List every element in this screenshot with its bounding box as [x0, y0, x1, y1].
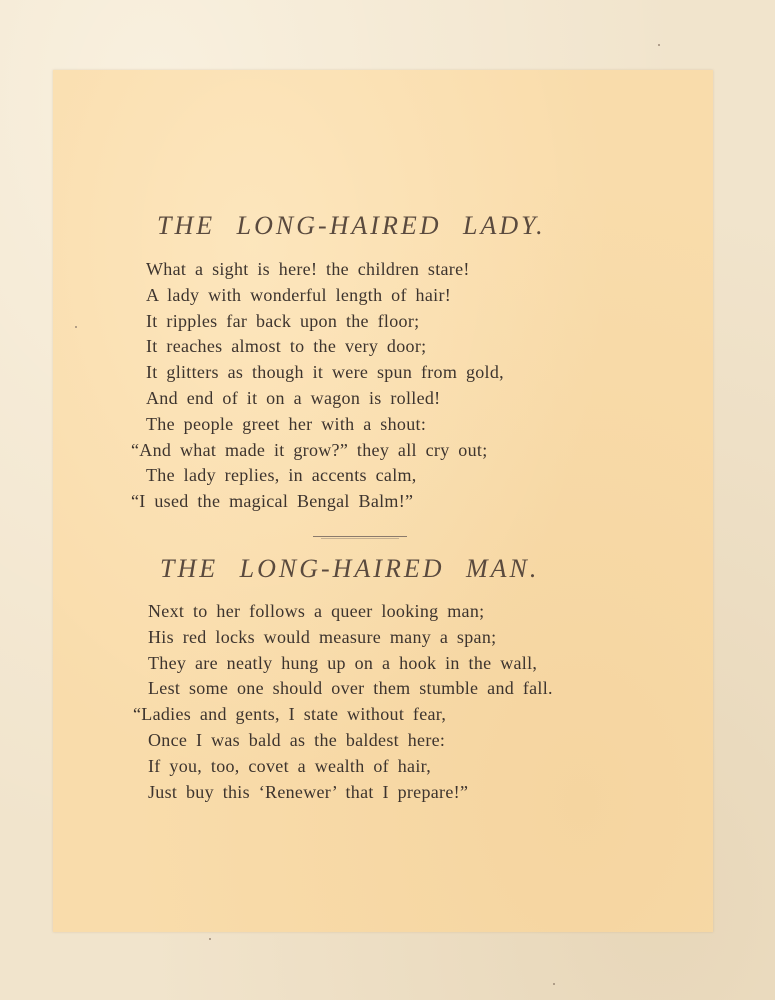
poem-title-long-haired-man: THE LONG-HAIRED MAN.	[160, 554, 540, 583]
poem-body-long-haired-man	[133, 599, 553, 805]
verse-line: They are neatly hung up on a hook in the wall,	[148, 652, 538, 673]
verse-line: “Ladies and gents, I state without fear,	[133, 704, 447, 725]
verse-line: “I used the magical Bengal Balm!”	[131, 491, 414, 512]
paper-speck	[553, 983, 555, 985]
paper-speck	[658, 44, 660, 46]
verse-line: And end of it on a wagon is rolled!	[146, 387, 441, 408]
verse-line: The lady replies, in accents calm,	[146, 465, 417, 486]
verse-line: Just buy this ‘Renewer’ that I prepare!”	[148, 781, 469, 802]
verse-line: Lest some one should over them stumble and fall.	[148, 678, 553, 699]
verse-line: It glitters as though it were spun from gold,	[146, 362, 504, 383]
poem-title-long-haired-lady: THE LONG-HAIRED LADY.	[157, 211, 546, 240]
verse-line: The people greet her with a shout:	[146, 413, 427, 434]
paper-speck	[209, 938, 211, 940]
poem-body-long-haired-lady	[131, 257, 504, 515]
verse-line: It reaches almost to the very door;	[146, 336, 427, 357]
verse-line: It ripples far back upon the floor;	[146, 310, 420, 331]
verse-line: “And what made it grow?” they all cry out;	[131, 439, 488, 460]
verse-line: What a sight is here! the children stare!	[146, 259, 470, 279]
paper-speck	[75, 326, 77, 328]
section-divider	[313, 536, 407, 537]
verse-line: Once I was bald as the baldest here:	[148, 729, 446, 750]
verse-line: If you, too, covet a wealth of hair,	[148, 755, 431, 776]
verse-line: His red locks would measure many a span;	[148, 626, 497, 647]
verse-line: Next to her follows a queer looking man;	[148, 601, 485, 621]
verse-line: A lady with wonderful length of hair!	[146, 284, 452, 305]
